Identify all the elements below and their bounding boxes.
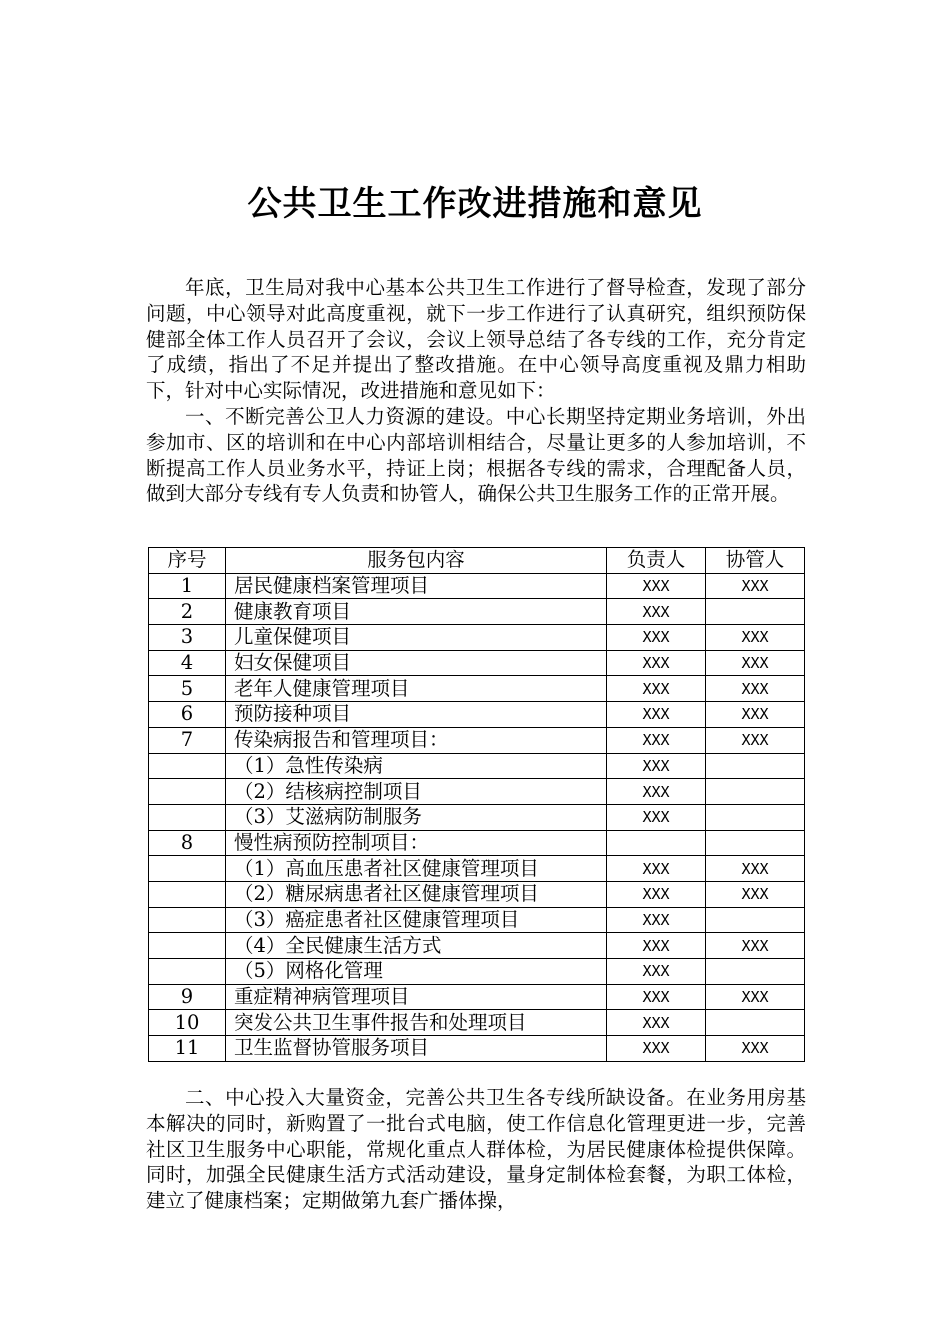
cell-content: （1）高血压患者社区健康管理项目 xyxy=(226,856,607,882)
cell-content: （3）艾滋病防制服务 xyxy=(226,804,607,830)
cell-content: （4）全民健康生活方式 xyxy=(226,933,607,959)
table-row xyxy=(149,599,805,625)
cell-assistant xyxy=(706,1010,805,1036)
cell-no xyxy=(149,804,226,830)
header-no: 序号 xyxy=(149,548,226,574)
table-row xyxy=(149,830,805,856)
service-package-table xyxy=(148,547,805,1062)
cell-responsible: XXX xyxy=(607,1036,706,1062)
paragraph-intro: 年底，卫生局对我中心基本公共卫生工作进行了督导检查，发现了部分问题，中心领导对此高度重视，就下一步工作进行了认真研究，组织预防保健部全体工作人员召开了会议，会议上领导总结了各专线的工作，充分肯定了成绩，指出了不足并提出了整改措施。在中心领导高度重视及鼎力相助下，针对中心实际情况，改进措施和意见如下： xyxy=(146,276,806,403)
cell-content: （3）癌症患者社区健康管理项目 xyxy=(226,907,607,933)
cell-no: 9 xyxy=(149,984,226,1010)
cell-assistant: XXX xyxy=(706,676,805,702)
paragraph-section-1: 一、不断完善公卫人力资源的建设。中心长期坚持定期业务培训，外出参加市、区的培训和在中心内部培训相结合，尽量让更多的人参加培训，不断提高工作人员业务水平，持证上岗；根据各专线的需求，合理配备人员，做到大部分专线有专人负责和协管人，确保公共卫生服务工作的正常开展。 xyxy=(146,405,806,506)
cell-responsible: XXX xyxy=(607,959,706,985)
table-row xyxy=(149,984,805,1010)
cell-no xyxy=(149,959,226,985)
table-row xyxy=(149,959,805,985)
cell-content: 卫生监督协管服务项目 xyxy=(226,1036,607,1062)
cell-assistant: XXX xyxy=(706,727,805,753)
cell-responsible: XXX xyxy=(607,907,706,933)
table-row xyxy=(149,625,805,651)
cell-responsible: XXX xyxy=(607,702,706,728)
cell-assistant xyxy=(706,599,805,625)
cell-responsible: XXX xyxy=(607,881,706,907)
table-row xyxy=(149,907,805,933)
cell-assistant: XXX xyxy=(706,933,805,959)
cell-assistant xyxy=(706,907,805,933)
table-row xyxy=(149,753,805,779)
table-row xyxy=(149,1036,805,1062)
cell-responsible: XXX xyxy=(607,1010,706,1036)
cell-no: 1 xyxy=(149,573,226,599)
cell-responsible xyxy=(607,830,706,856)
cell-no: 2 xyxy=(149,599,226,625)
cell-responsible: XXX xyxy=(607,573,706,599)
cell-assistant xyxy=(706,959,805,985)
table-row xyxy=(149,702,805,728)
document-title: 公共卫生工作改进措施和意见 xyxy=(247,184,703,224)
cell-assistant xyxy=(706,779,805,805)
cell-responsible: XXX xyxy=(607,650,706,676)
table-row xyxy=(149,727,805,753)
cell-responsible: XXX xyxy=(607,984,706,1010)
cell-content: 健康教育项目 xyxy=(226,599,607,625)
cell-no: 8 xyxy=(149,830,226,856)
cell-no xyxy=(149,753,226,779)
cell-no xyxy=(149,907,226,933)
cell-assistant: XXX xyxy=(706,1036,805,1062)
cell-content: （1）急性传染病 xyxy=(226,753,607,779)
cell-responsible: XXX xyxy=(607,625,706,651)
cell-assistant: XXX xyxy=(706,625,805,651)
cell-assistant: XXX xyxy=(706,650,805,676)
table-header-row xyxy=(149,548,805,574)
cell-assistant xyxy=(706,830,805,856)
cell-content: 慢性病预防控制项目： xyxy=(226,830,607,856)
cell-content: （5）网格化管理 xyxy=(226,959,607,985)
table-body xyxy=(149,573,805,1061)
cell-assistant: XXX xyxy=(706,573,805,599)
table-row xyxy=(149,881,805,907)
cell-content: 儿童保健项目 xyxy=(226,625,607,651)
cell-assistant xyxy=(706,804,805,830)
cell-assistant: XXX xyxy=(706,702,805,728)
cell-content: 预防接种项目 xyxy=(226,702,607,728)
cell-content: （2）结核病控制项目 xyxy=(226,779,607,805)
cell-no: 7 xyxy=(149,727,226,753)
cell-no: 11 xyxy=(149,1036,226,1062)
cell-no xyxy=(149,856,226,882)
cell-content: 突发公共卫生事件报告和处理项目 xyxy=(226,1010,607,1036)
table-row xyxy=(149,573,805,599)
cell-content: 老年人健康管理项目 xyxy=(226,676,607,702)
table-row xyxy=(149,676,805,702)
cell-assistant: XXX xyxy=(706,856,805,882)
cell-responsible: XXX xyxy=(607,804,706,830)
cell-content: 传染病报告和管理项目： xyxy=(226,727,607,753)
cell-no: 4 xyxy=(149,650,226,676)
cell-responsible: XXX xyxy=(607,856,706,882)
table-row xyxy=(149,856,805,882)
header-assistant: 协管人 xyxy=(706,548,805,574)
table-row xyxy=(149,933,805,959)
header-responsible: 负责人 xyxy=(607,548,706,574)
cell-no xyxy=(149,779,226,805)
cell-no: 5 xyxy=(149,676,226,702)
table-row xyxy=(149,650,805,676)
cell-no: 3 xyxy=(149,625,226,651)
header-content: 服务包内容 xyxy=(226,548,607,574)
cell-responsible: XXX xyxy=(607,727,706,753)
table-row xyxy=(149,804,805,830)
cell-responsible: XXX xyxy=(607,933,706,959)
cell-responsible: XXX xyxy=(607,599,706,625)
cell-responsible: XXX xyxy=(607,779,706,805)
table-row xyxy=(149,1010,805,1036)
cell-responsible: XXX xyxy=(607,676,706,702)
cell-content: 妇女保健项目 xyxy=(226,650,607,676)
paragraph-section-2: 二、中心投入大量资金，完善公共卫生各专线所缺设备。在业务用房基本解决的同时，新购置了一批台式电脑，使工作信息化管理更进一步，完善社区卫生服务中心职能，常规化重点人群体检，为居民健康体检提供保障。同时，加强全民健康生活方式活动建设，量身定制体检套餐，为职工体检，建立了健康档案；定期做第九套广播体操， xyxy=(146,1086,806,1213)
table-row xyxy=(149,779,805,805)
cell-no: 6 xyxy=(149,702,226,728)
cell-content: 居民健康档案管理项目 xyxy=(226,573,607,599)
cell-no xyxy=(149,881,226,907)
cell-responsible: XXX xyxy=(607,753,706,779)
cell-assistant: XXX xyxy=(706,984,805,1010)
cell-no xyxy=(149,933,226,959)
cell-content: （2）糖尿病患者社区健康管理项目 xyxy=(226,881,607,907)
cell-content: 重症精神病管理项目 xyxy=(226,984,607,1010)
cell-assistant xyxy=(706,753,805,779)
cell-assistant: XXX xyxy=(706,881,805,907)
cell-no: 10 xyxy=(149,1010,226,1036)
